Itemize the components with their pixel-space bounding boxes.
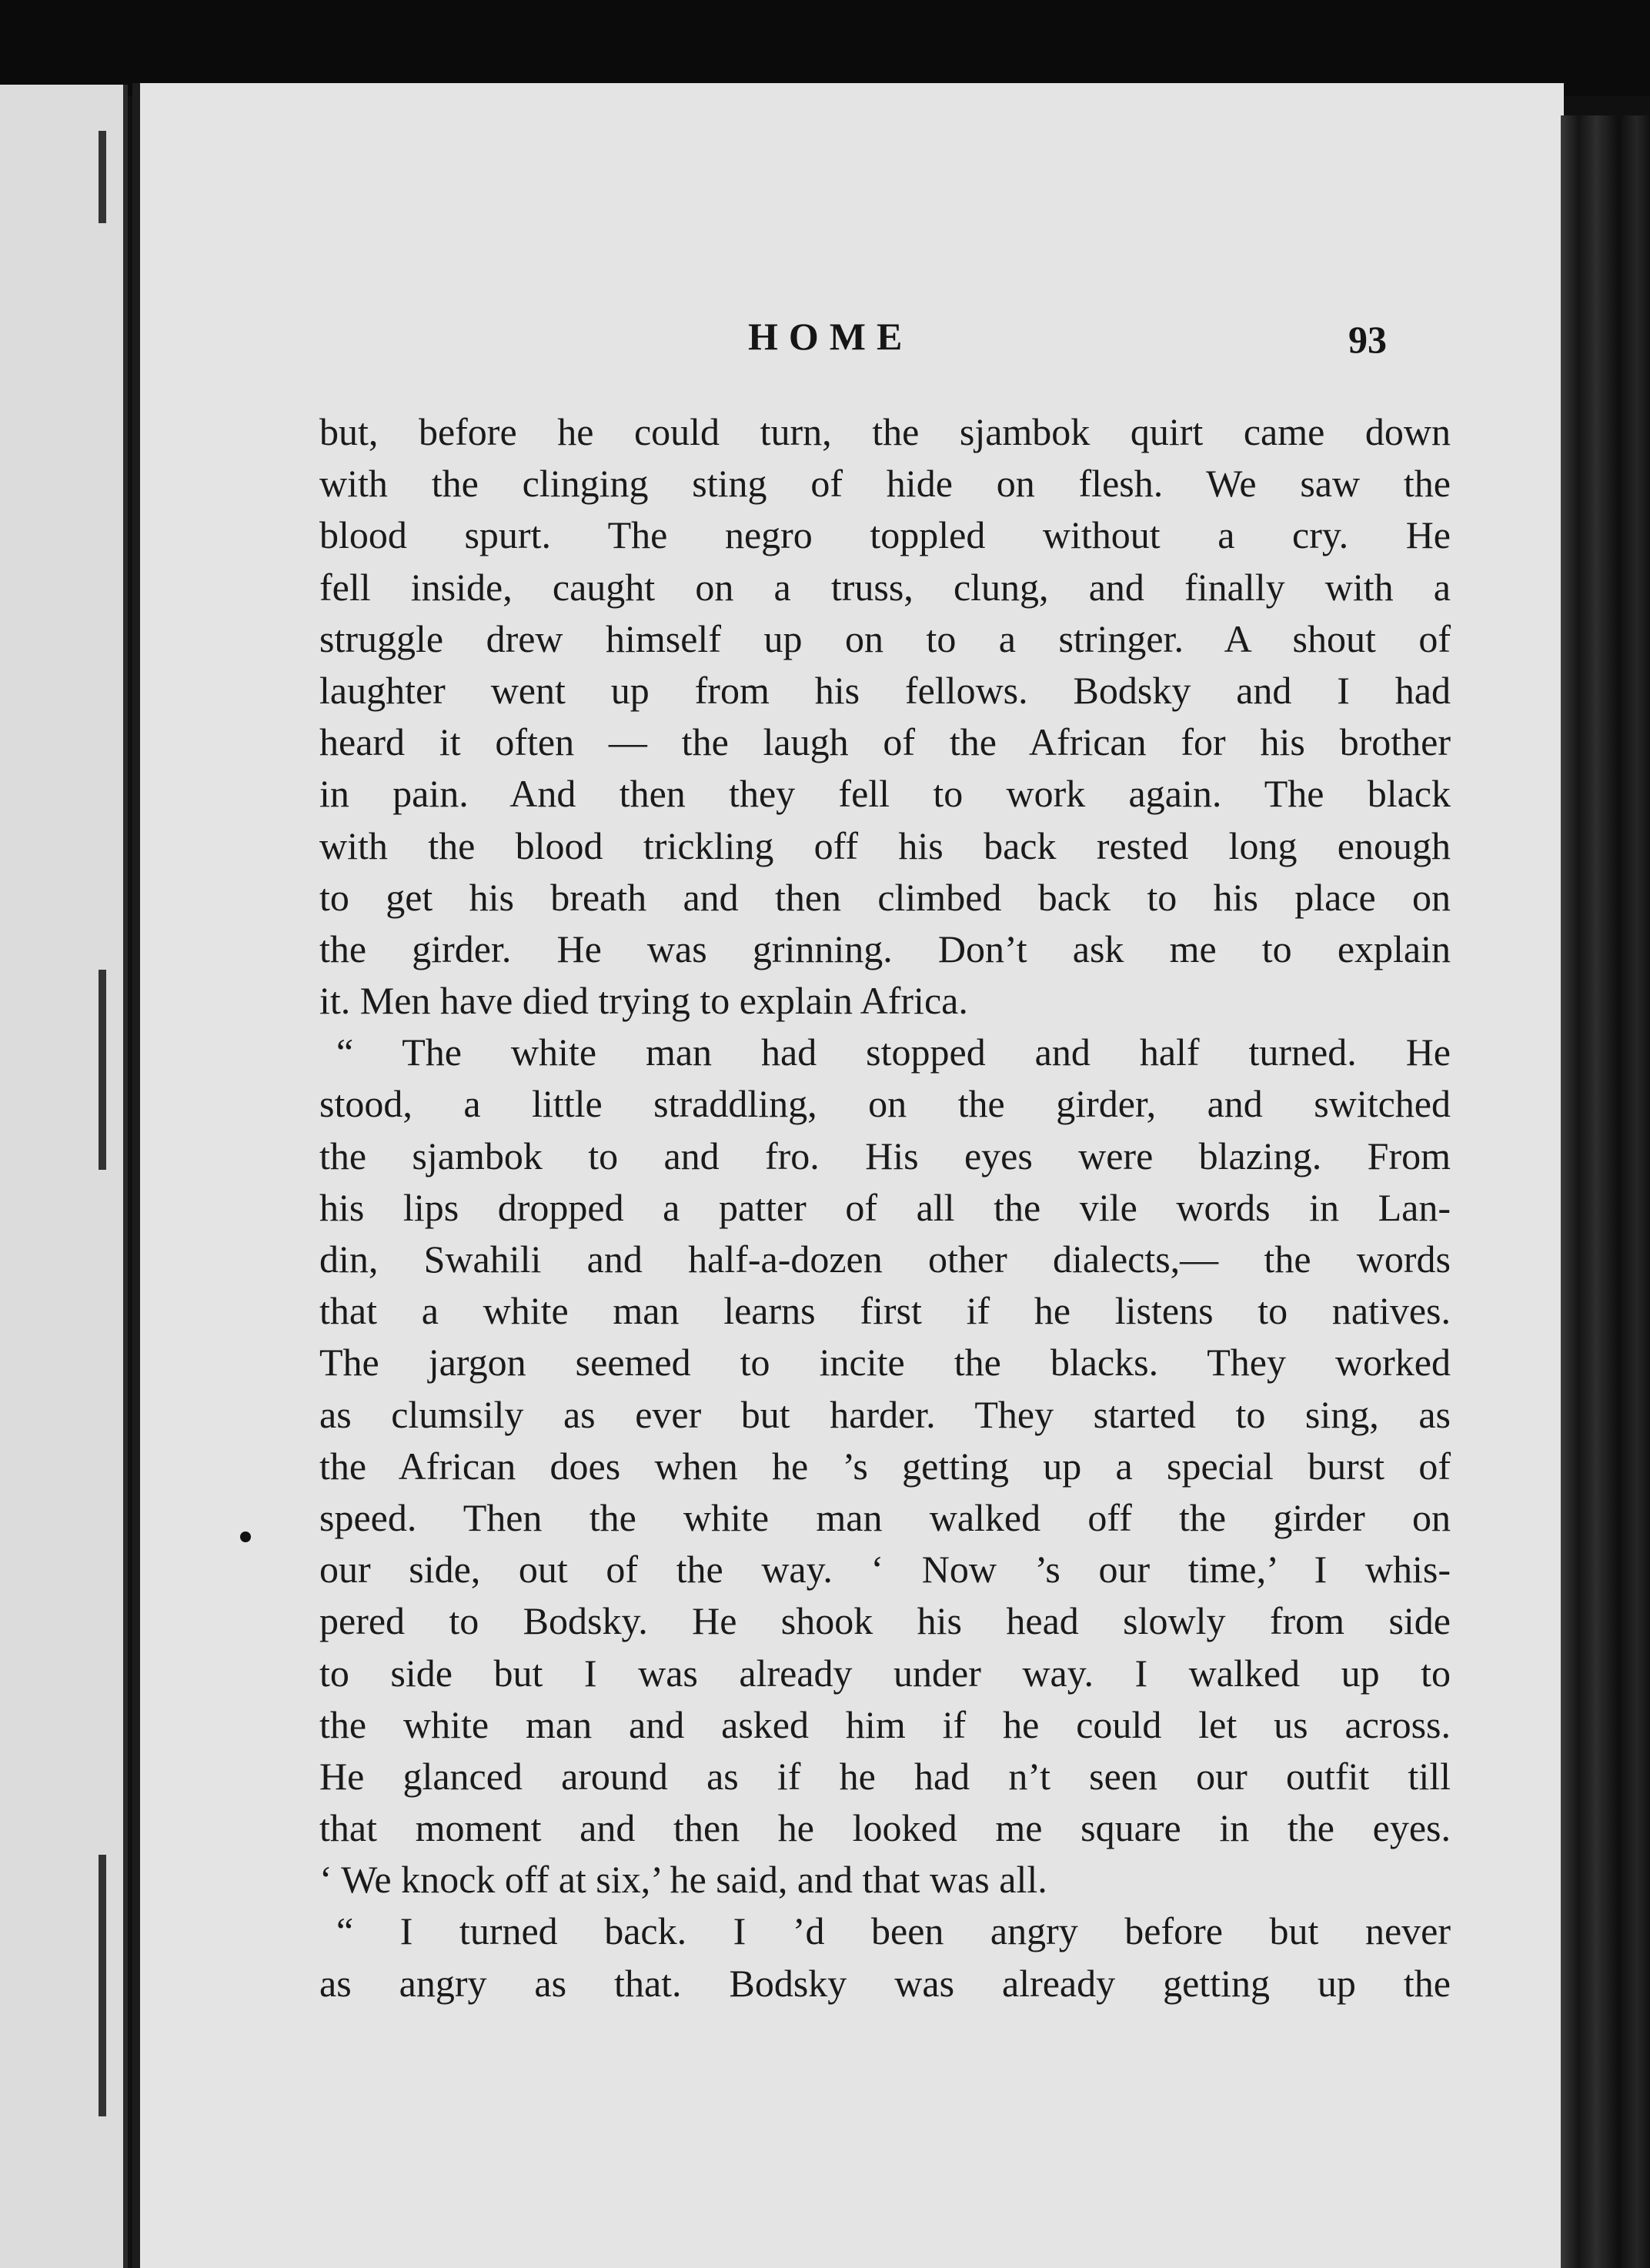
text-line: his lips dropped a patter of all the vile words in Lan-	[319, 1185, 1451, 1229]
text-line: He glanced around as if he had n’t seen our outfit till	[319, 1754, 1451, 1798]
text-line: the white man and asked him if he could let us across.	[319, 1702, 1451, 1746]
page-edge-mark	[99, 970, 106, 1170]
text-line: “ The white man had stopped and half turned. He	[336, 1030, 1451, 1074]
text-line: ‘ We knock off at six,’ he said, and that was all.	[319, 1858, 1047, 1902]
running-head: HOME	[748, 315, 914, 358]
text-line: “ I turned back. I ’d been angry before but never	[336, 1909, 1451, 1953]
text-line: speed. Then the white man walked off the girder on	[319, 1495, 1451, 1539]
page-edge-mark	[99, 1855, 106, 2116]
text-line: with the clinging sting of hide on flesh. We saw the	[319, 462, 1451, 506]
book-page	[132, 83, 1564, 2268]
text-line: the sjambok to and fro. His eyes were blazing. From	[319, 1134, 1451, 1177]
text-line: fell inside, caught on a truss, clung, and finally with a	[319, 565, 1451, 609]
page-header	[140, 314, 1564, 368]
text-line: but, before he could turn, the sjambok quirt came down	[319, 410, 1451, 453]
page-number: 93	[1348, 318, 1387, 361]
text-line: that a white man learns first if he listens to natives.	[319, 1289, 1451, 1333]
text-line: to get his breath and then climbed back to his place on	[319, 875, 1451, 919]
margin-dot	[240, 1531, 251, 1542]
text-line: our side, out of the way. ‘ Now ’s our time,’ I whis-	[319, 1548, 1451, 1592]
text-line: laughter went up from his fellows. Bodsky and I had	[319, 668, 1451, 712]
paragraph	[319, 406, 1451, 1027]
book-spine	[1561, 115, 1650, 2268]
text-line: pered to Bodsky. He shook his head slowly from side	[319, 1599, 1451, 1643]
text-line: the girder. He was grinning. Don’t ask me to explain	[319, 927, 1451, 970]
facing-page-edge	[0, 85, 128, 2268]
text-line: the African does when he ’s getting up a special burst of	[319, 1444, 1451, 1488]
text-line: as angry as that. Bodsky was already getting up the	[319, 1961, 1451, 2005]
page-edge-mark	[99, 131, 106, 223]
scan-background	[0, 0, 1650, 96]
paragraph	[319, 1906, 1451, 2009]
text-line: heard it often — the laugh of the African for his brother	[319, 720, 1451, 764]
text-line: in pain. And then they fell to work again. The black	[319, 772, 1451, 816]
text-line: to side but I was already under way. I walked up to	[319, 1651, 1451, 1695]
text-line: as clumsily as ever but harder. They started to sing, as	[319, 1392, 1451, 1436]
text-line: blood spurt. The negro toppled without a cry. He	[319, 513, 1451, 557]
text-line: that moment and then he looked me square in the eyes.	[319, 1806, 1451, 1850]
text-line: it. Men have died trying to explain Africa.	[319, 979, 968, 1023]
text-line: din, Swahili and half-a-dozen other dialects,— the words	[319, 1238, 1451, 1281]
text-line: stood, a little straddling, on the girder, and switched	[319, 1082, 1451, 1126]
paragraph	[319, 1027, 1451, 1906]
text-line: The jargon seemed to incite the blacks. They worked	[319, 1341, 1451, 1385]
text-line: struggle drew himself up on to a stringer. A shout of	[319, 616, 1451, 660]
body-text	[319, 406, 1451, 2009]
text-line: with the blood trickling off his back rested long enough	[319, 823, 1451, 867]
